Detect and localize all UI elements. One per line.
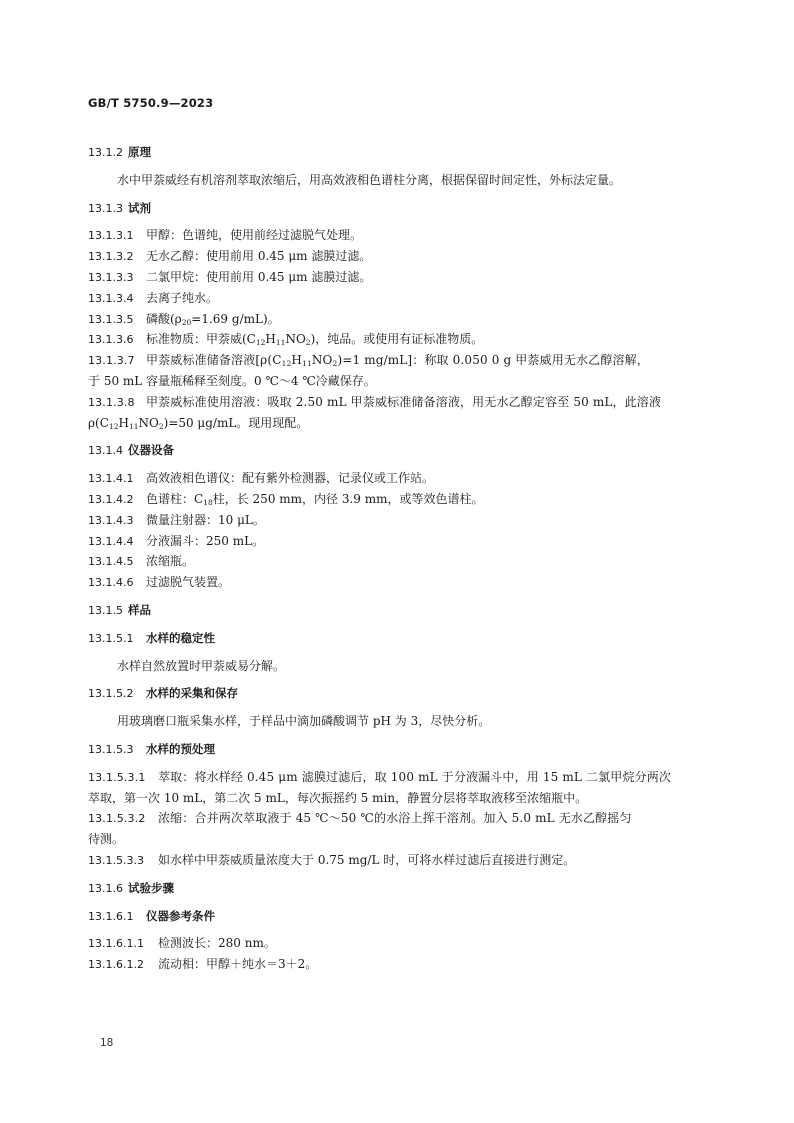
page-body	[88, 142, 708, 975]
item-number: 13.1.3.4	[88, 291, 134, 305]
item-text: )，纯品。或使用有证标准物质。	[310, 332, 484, 347]
subscript: 2	[305, 338, 311, 348]
condition-item	[88, 954, 708, 975]
subscript: 12	[281, 359, 292, 369]
section-number: 13.1.5.3	[88, 742, 134, 756]
section-number: 13.1.6	[88, 881, 123, 895]
item-number: 13.1.4.6	[88, 576, 134, 590]
item-number: 13.1.6.1.1	[88, 937, 144, 951]
subscript: 12	[255, 338, 266, 348]
equipment-item	[88, 468, 708, 489]
condition-item	[88, 933, 708, 954]
item-text: 色谱柱：C	[146, 491, 204, 506]
item-text: 甲萘威标准储备溶液[ρ(C	[146, 353, 282, 368]
item-number: 13.1.4.1	[88, 472, 134, 486]
paragraph-principle: 水中甲萘威经有机溶剂萃取浓缩后，用高效液相色谱柱分离，根据保留时间定性，外标法定量。	[117, 172, 622, 187]
item-number: 13.1.3.3	[88, 270, 134, 284]
item-text: )=50 μg/mL。现用现配。	[163, 415, 309, 430]
item-text: 磷酸(ρ	[146, 311, 182, 326]
section-heading-13-1-5-2	[88, 683, 708, 704]
item-number: 13.1.3.6	[88, 333, 134, 347]
section-number: 13.1.5	[88, 603, 123, 617]
section-number: 13.1.6.1	[88, 909, 134, 923]
item-text: 无水乙醇：使用前用 0.45 μm 滤膜过滤。	[146, 249, 372, 264]
subscript: 18	[203, 497, 213, 507]
section-heading-13-1-2	[88, 142, 708, 163]
equipment-item	[88, 510, 708, 531]
item-text: )=1 mg/mL]：称取 0.050 0 g 甲萘威用无水乙醇溶解，	[337, 353, 649, 368]
reagent-item	[88, 350, 708, 371]
paragraph-stability: 水样自然放置时甲萘威易分解。	[117, 658, 286, 673]
formula-part: H	[265, 332, 276, 347]
paragraph-collection: 用玻璃磨口瓶采集水样，于样品中滴加磷酸调节 pH 为 3，尽快分析。	[117, 714, 491, 729]
pretreatment-item-continuation: 待测。	[88, 832, 125, 847]
subscript: 11	[302, 359, 312, 369]
section-title: 仪器设备	[128, 443, 174, 458]
section-title: 仪器参考条件	[146, 908, 215, 923]
pretreatment-item	[88, 808, 708, 829]
item-number: 13.1.4.2	[88, 492, 134, 506]
formula-part: H	[118, 415, 129, 430]
section-title: 水样的稳定性	[146, 630, 215, 645]
item-text: 甲醇：色谱纯，使用前经过滤脱气处理。	[146, 228, 363, 243]
item-number: 13.1.4.4	[88, 534, 134, 548]
section-title: 水样的采集和保存	[146, 686, 238, 701]
pretreatment-item	[88, 767, 708, 788]
item-text: 分液漏斗：250 mL。	[146, 533, 265, 548]
item-text: 标准物质：甲萘威(C	[146, 332, 256, 347]
section-heading-13-1-5-3	[88, 739, 708, 760]
item-text: 去离子纯水。	[146, 290, 219, 305]
subscript: 11	[275, 338, 286, 348]
item-number: 13.1.3.1	[88, 229, 134, 243]
item-number: 13.1.3.8	[88, 395, 135, 409]
equipment-item	[88, 489, 708, 510]
item-text: 过滤脱气装置。	[146, 575, 231, 590]
section-heading-13-1-4	[88, 440, 708, 461]
item-number: 13.1.5.3.3	[88, 853, 144, 867]
section-number: 13.1.5.1	[88, 631, 134, 645]
reagent-item-continuation: 于 50 mL 容量瓶稀释至刻度。0 ℃～4 ℃冷藏保存。	[88, 373, 376, 388]
reagent-item-continuation	[88, 413, 708, 434]
item-text: 萃取：将水样经 0.45 μm 滤膜过滤后，取 100 mL 于分液漏斗中，用 15 mL 二氯甲烷分两次	[158, 769, 672, 784]
reagent-item	[88, 225, 708, 246]
item-number: 13.1.6.1.2	[88, 958, 144, 972]
subscript: 12	[108, 421, 119, 431]
section-title: 样品	[128, 602, 151, 617]
formula-part: H	[291, 353, 303, 368]
reagent-item	[88, 392, 708, 413]
section-number: 13.1.3	[88, 201, 123, 215]
section-title: 水样的预处理	[146, 741, 215, 756]
item-number: 13.1.3.7	[88, 354, 135, 368]
section-number: 13.1.4	[88, 444, 123, 458]
pretreatment-item-continuation: 萃取，第一次 10 mL，第二次 5 mL，每次振摇约 5 min，静置分层将萃取液移至浓缩瓶中。	[88, 790, 588, 805]
section-heading-13-1-6	[88, 878, 708, 899]
section-heading-13-1-5-1	[88, 628, 708, 649]
formula-part: NO	[138, 415, 159, 430]
item-text: 浓缩：合并两次萃取液于 45 ℃～50 ℃的水浴上挥干溶剂。加入 5.0 mL 无水乙醇摇匀	[158, 811, 632, 826]
section-title: 原理	[128, 145, 151, 159]
equipment-item	[88, 531, 708, 552]
reagent-item	[88, 267, 708, 288]
item-number: 13.1.5.3.2	[88, 812, 146, 826]
item-text: 如水样中甲萘威质量浓度大于 0.75 mg/L 时，可将水样过滤后直接进行测定。	[158, 852, 576, 867]
item-text: 流动相：甲醇＋纯水＝3＋2。	[158, 957, 318, 972]
formula-part: NO	[311, 353, 333, 368]
section-title: 试剂	[128, 200, 151, 215]
item-text: 浓缩瓶。	[146, 554, 195, 569]
reagent-item	[88, 288, 708, 309]
subscript: 2	[332, 359, 338, 369]
equipment-item	[88, 551, 708, 572]
section-heading-13-1-5	[88, 600, 708, 621]
item-number: 13.1.4.3	[88, 513, 134, 527]
reagent-item	[88, 246, 708, 267]
section-number: 13.1.2	[88, 146, 123, 159]
section-heading-13-1-6-1	[88, 906, 708, 927]
equipment-item	[88, 572, 708, 593]
item-text: 甲萘威标准使用溶液：吸取 2.50 mL 甲萘威标准储备溶液，用无水乙醇定容至 50 mL，此溶液	[146, 394, 662, 409]
item-text: 高效液相色谱仪：配有紫外检测器，记录仪或工作站。	[146, 471, 435, 486]
subscript: 20	[181, 317, 192, 327]
reagent-item	[88, 329, 708, 350]
section-heading-13-1-3	[88, 198, 708, 219]
item-text: 二氯甲烷：使用前用 0.45 μm 滤膜过滤。	[146, 269, 372, 284]
item-text: 柱，长 250 mm，内径 3.9 mm，或等效色谱柱。	[212, 491, 484, 506]
item-text: ρ(C	[88, 415, 109, 430]
item-text: 检测波长：280 nm。	[158, 936, 276, 951]
page-number: 18	[100, 1037, 114, 1049]
item-number: 13.1.3.5	[88, 312, 134, 326]
section-title: 试验步骤	[128, 880, 174, 895]
item-text: 微量注射器：10 μL。	[146, 512, 265, 527]
item-number: 13.1.5.3.1	[88, 770, 146, 784]
formula-part: NO	[285, 332, 306, 347]
pretreatment-item	[88, 850, 708, 871]
reagent-item	[88, 309, 708, 330]
document-header: GB/T 5750.9—2023	[88, 96, 214, 110]
section-number: 13.1.5.2	[88, 687, 134, 701]
item-text: =1.69 g/mL)。	[191, 311, 280, 326]
item-number: 13.1.3.2	[88, 250, 134, 264]
subscript: 2	[158, 421, 164, 431]
subscript: 11	[128, 421, 139, 431]
item-number: 13.1.4.5	[88, 555, 134, 569]
